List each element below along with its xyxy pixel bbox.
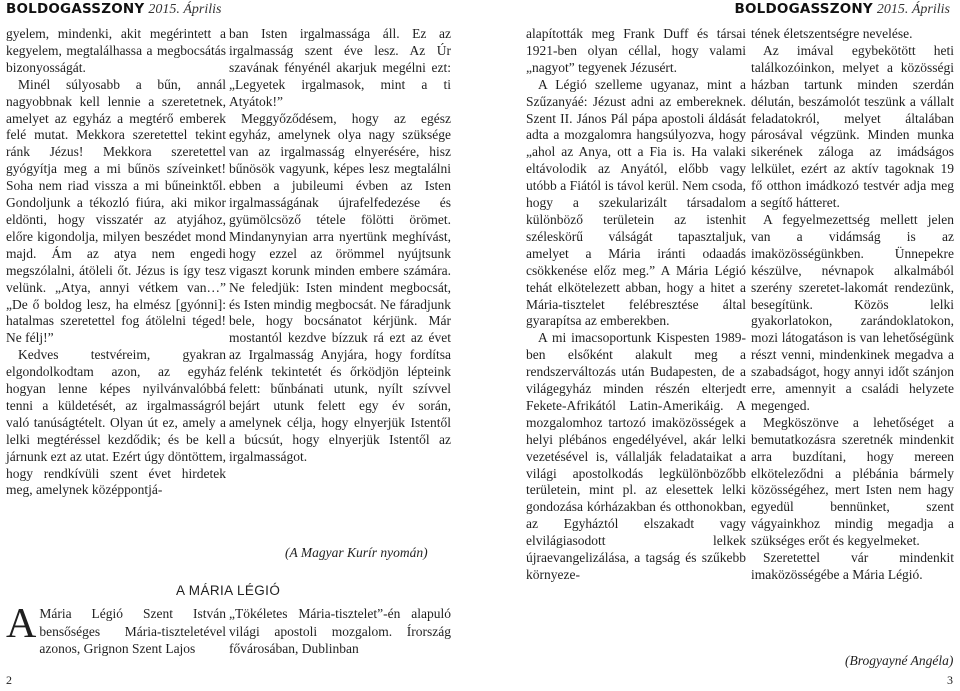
article-intro-text: Mária Légió Szent István bensőséges Mária-tiszteletével azonos, Grignon Szent Lajos <box>39 606 226 656</box>
drop-cap: A <box>6 601 37 647</box>
issue-date: 2015. Április <box>148 2 222 17</box>
paragraph: ban Isten irgalmassága áll. Ez az irgalmasság szent éve lesz. Az Úr szavának fényénél akarjuk megélni ezt: „Legyetek irgalmasok, mint a ti Atyátok!” <box>229 26 451 109</box>
magazine-title: BOLDOGASSZONY <box>6 1 145 17</box>
page-number-right: 3 <box>947 673 953 687</box>
page-number-left: 2 <box>6 673 12 687</box>
article-intro-continued: „Tökéletes Mária-tisztelet”-én alapuló világi apostoli mozgalom. Írország fővárosában, Dublinban <box>229 606 451 656</box>
paragraph: A fegyelmezettség mellett jelen van a vidámság is az imaközösségünkben. Ünnepekre készülve, névnapok alkalmából szerény szeretet-lakomát rendezünk, besegítünk. Közös lelki gyakorlatokon, zarándoklatokon, mozi látogatáson is van lehetőségünk részt venni, mindenkinek megadva a szabadságot, hogy annyi időt szánjon erre, amennyit a családi helyzete megenged. <box>751 211 954 413</box>
paragraph: A mi imacsoportunk Kispesten 1989-ben elsőként alakult meg a rendszerváltozás után Budapesten, de a világegyház minden részén elterjedt Fekete-Afrikától Latin-Amerikáig. A mozgalomhoz tartozó imaközösségek a helyi plébános engedélyével, akár lelki vezetésével is, vállalják feladataikat a világi apostolkodás legkülönbözőbb területein, mint pl. az elesettek lelki gondozása kórházakban és otthonokban, az Egyháztól elszakadt vagy elvilágiasodott lelkek újraevangelizálása, a tagság és szűkebb környeze- <box>526 330 746 582</box>
paragraph: Az imával egybekötött heti találkozóinkon, melyet a közösségi házban tartunk minden szerdán délután, beszámolót teszünk a vállalt feladatokról, melyet általában párosával végzünk. Minden munka sikerének záloga az imádságos lelkület, ezért az aktív tagoknak 19 fő otthon imádkozó testvér adja meg a segítő hátteret. <box>751 42 954 211</box>
paragraph: A Légió szelleme ugyanaz, mint a Szűzanyáé: Jézust adni az embereknek. Szent II. János Pál pápa apostoli áldását adta a mozgalomra hangsúlyozva, hogy „ahol az Anya, ott a Fia is. Ha valaki eltávolodik az Anyától, előbb vagy utóbb a Fiától is távol kerül. Nem csoda, hogy a szekularizált társadalom különböző területein az istenhit széleskörű válságát tapasztaljuk, amelyet a Mária iránti odaadás csökkenése előz meg.” A Mária Légió tehát elkötelezett abban, hogy a hitet a Mária-tisztelet felébresztése által gyarapítsa az emberekben. <box>526 76 746 329</box>
running-header-left <box>6 0 221 18</box>
paragraph: Minél súlyosabb a bűn, annál nagyobbnak kell lennie a szeretetnek, amelyet az egyház a megtérő emberek felé mutat. Mekkora szeretettel tekint ránk Jézus! Mekkora szeretettel gyógyítja meg a mi bűnös szíveinket! Soha nem riad vissza a mi bűneinktől. Gondoljunk a tékozló fiúra, aki mikor eldönti, hogy visszatér az atyjához, előre kigondolja, milyen beszédet mond majd. Ám az atya nem engedi megszólalni, átöleli őt. Jézus is így tesz velünk. „Atya, annyi vétkem van…” „De ő boldog lesz, ha elmész [gyónni]: hatalmas szeretettel fog átölelni téged! Ne félj!” <box>6 76 226 346</box>
paragraph: Meggyőződésem, hogy az egész egyház, amelynek olya nagy szüksége van az irgalmasság elnyerésére, hisz bűnösök vagyunk, képes lesz megtalálni ebben a jubileumi évben az Isten irgalmasságának újrafelfedezése és gyümölcsöző tétele fölötti örömet. Mindanynyian arra nyertünk meghívást, hogy ezzel az örömmel nyújtsunk vigaszt korunk minden embere számára. Ne feledjük: Isten mindent megbocsát, és Isten mindig megbocsát. Ne fáradjunk bele, hogy bocsánatot kérjünk. Már mostantól kezdve bízzuk rá ezt az évet az Irgalmasság Anyjára, hogy fordítsa felénk tekintetét és őrködjön lépteink felett: bűnbánati utunk, nyílt szívvel bejárt utunk felett egy év során, amelynek célja, hogy elnyerjük Istentől a búcsút, hogy elnyerjük Istentől az irgalmasságot. <box>229 110 451 464</box>
text-column-3 <box>526 26 746 584</box>
text-column-1 <box>6 26 226 499</box>
paragraph: alapították meg Frank Duff és társai 1921-ben olyan céllal, hogy valami „nagyot” tegyenek Jézusért. <box>526 26 746 75</box>
paragraph: gyelem, mindenki, akit megérintett a kegyelem, megtalálhassa a megbocsátás bizonyosságát. <box>6 26 226 75</box>
magazine-title: BOLDOGASSZONY <box>734 1 873 17</box>
paragraph: tének életszentségre nevelése. <box>751 26 913 41</box>
article-heading: A MÁRIA LÉGIÓ <box>176 583 281 598</box>
article-intro <box>6 601 226 658</box>
paragraph: Szeretettel vár mindenkit imaközösségébe a Mária Légió. <box>751 550 954 582</box>
article-source-byline: (A Magyar Kurír nyomán) <box>285 545 428 560</box>
text-column-4 <box>751 26 954 584</box>
paragraph: Kedves testvéreim, gyakran elgondolkodtam azon, az egyház hogyan lenne képes nyilvánvalóbbá tenni a küldetését, az irgalmasságról való tanúságtételt. Olyan út ez, amely a lelki megtéréssel kezdődik; és be kell járnunk ezt az utat. Ezért úgy döntöttem, hogy rendkívüli szent évet hirdetek meg, amelynek középpontjá- <box>6 347 226 498</box>
author-byline: (Brogyayné Angéla) <box>845 653 954 668</box>
issue-date: 2015. Április <box>876 2 950 17</box>
text-column-2 <box>229 26 451 466</box>
paragraph: Megköszönve a lehetőséget a bemutatkozásra szeretnék mindenkit arra buzdítani, hogy mereen elköteleződni a plébánia bármely közösségéhez, mert Isten nem hagy egyedül bennünket, szent vágyainkhoz mindig megadja a szükséges erőt és kegyelmeket. <box>751 414 954 549</box>
running-header-right <box>735 0 950 18</box>
